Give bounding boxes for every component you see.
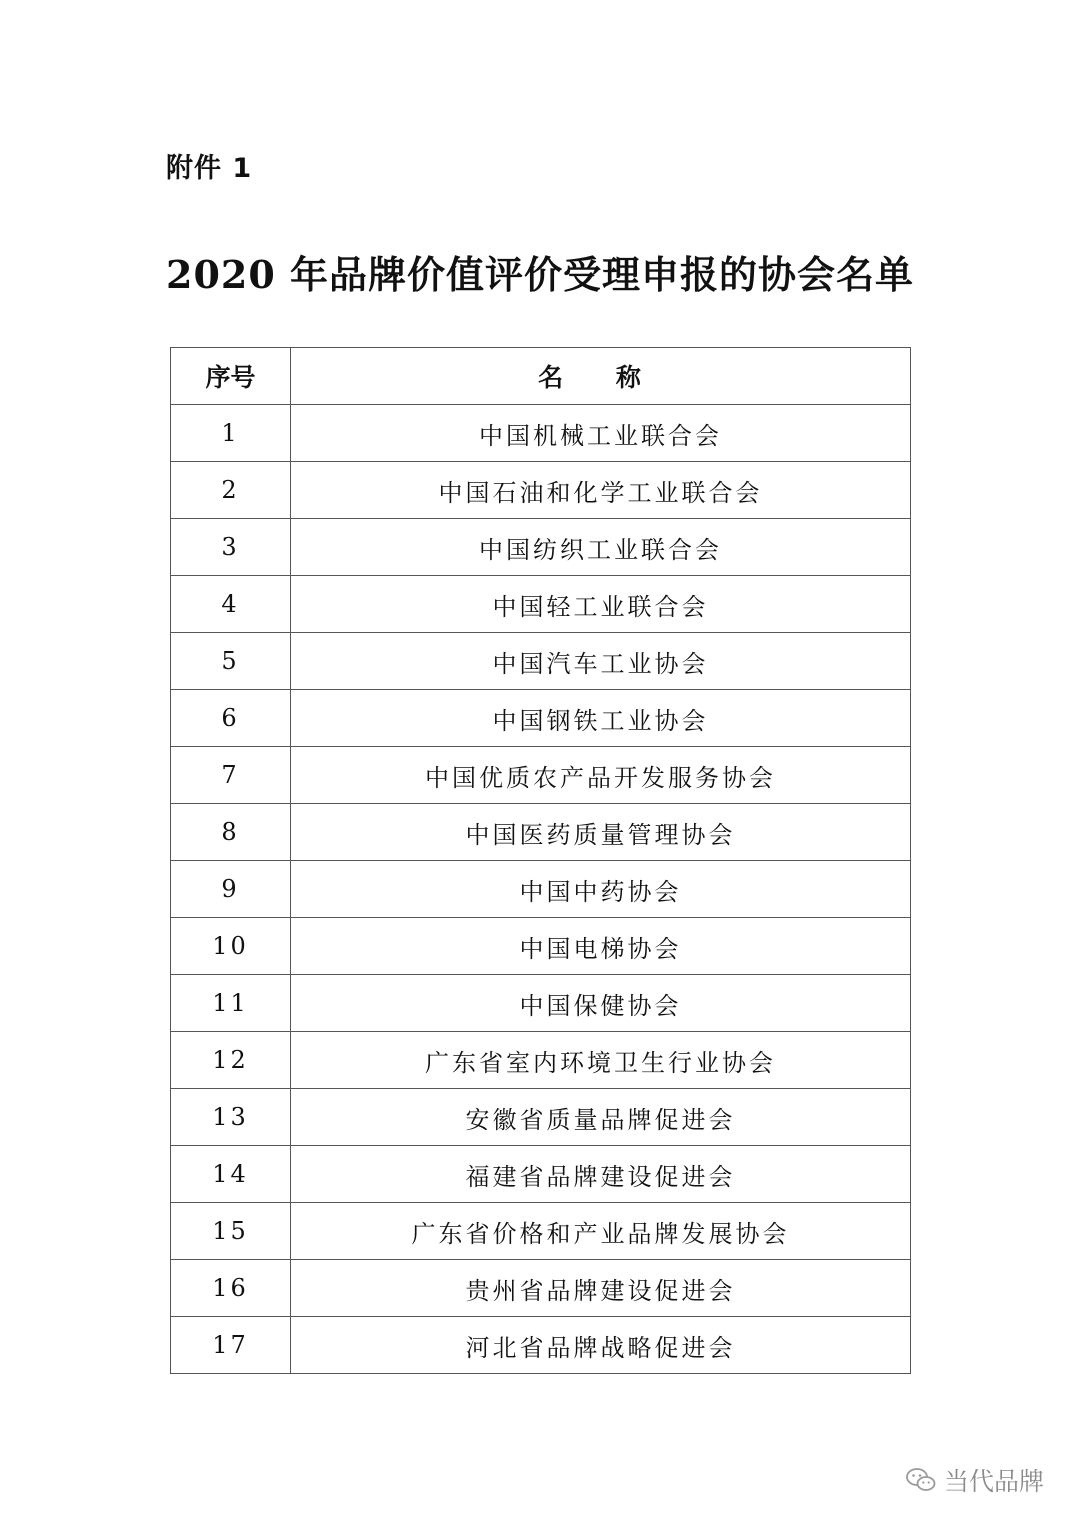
row-serial-number: 3 — [171, 519, 291, 576]
table-row — [171, 405, 911, 462]
row-association-name: 中国中药协会 — [291, 861, 911, 918]
row-serial-number: 7 — [171, 747, 291, 804]
table-row — [171, 804, 911, 861]
header-serial-number: 序号 — [171, 348, 291, 405]
row-association-name: 中国电梯协会 — [291, 918, 911, 975]
row-association-name: 贵州省品牌建设促进会 — [291, 1260, 911, 1317]
row-association-name: 中国保健协会 — [291, 975, 911, 1032]
row-serial-number: 9 — [171, 861, 291, 918]
header-name: 名 称 — [291, 348, 911, 405]
table-row — [171, 1089, 911, 1146]
table-row — [171, 690, 911, 747]
row-serial-number: 12 — [171, 1032, 291, 1089]
watermark-text: 当代品牌 — [943, 1467, 1044, 1496]
table-header-row — [171, 348, 911, 405]
table-row — [171, 519, 911, 576]
row-association-name: 中国钢铁工业协会 — [291, 690, 911, 747]
row-serial-number: 2 — [171, 462, 291, 519]
row-association-name: 中国优质农产品开发服务协会 — [291, 747, 911, 804]
wechat-icon — [906, 1467, 936, 1493]
row-serial-number: 15 — [171, 1203, 291, 1260]
document-title: 2020 年品牌价值评价受理申报的协会名单 — [166, 252, 914, 297]
row-serial-number: 10 — [171, 918, 291, 975]
row-association-name: 中国机械工业联合会 — [291, 405, 911, 462]
row-serial-number: 16 — [171, 1260, 291, 1317]
table-row — [171, 918, 911, 975]
table-row — [171, 1032, 911, 1089]
table-row — [171, 576, 911, 633]
row-association-name: 广东省价格和产业品牌发展协会 — [291, 1203, 911, 1260]
row-association-name: 中国医药质量管理协会 — [291, 804, 911, 861]
association-table — [170, 347, 911, 1374]
table-row — [171, 1203, 911, 1260]
row-association-name: 中国石油和化学工业联合会 — [291, 462, 911, 519]
table-row — [171, 747, 911, 804]
attachment-label: 附件 1 — [166, 153, 253, 184]
row-association-name: 安徽省质量品牌促进会 — [291, 1089, 911, 1146]
row-serial-number: 14 — [171, 1146, 291, 1203]
row-serial-number: 1 — [171, 405, 291, 462]
row-serial-number: 4 — [171, 576, 291, 633]
row-serial-number: 11 — [171, 975, 291, 1032]
row-serial-number: 17 — [171, 1317, 291, 1374]
watermark — [906, 1462, 1044, 1498]
row-serial-number: 5 — [171, 633, 291, 690]
table-row — [171, 975, 911, 1032]
row-association-name: 广东省室内环境卫生行业协会 — [291, 1032, 911, 1089]
row-serial-number: 8 — [171, 804, 291, 861]
table-row — [171, 1317, 911, 1374]
row-association-name: 中国轻工业联合会 — [291, 576, 911, 633]
row-association-name: 中国纺织工业联合会 — [291, 519, 911, 576]
table-row — [171, 1260, 911, 1317]
table-row — [171, 462, 911, 519]
row-serial-number: 13 — [171, 1089, 291, 1146]
row-serial-number: 6 — [171, 690, 291, 747]
row-association-name: 河北省品牌战略促进会 — [291, 1317, 911, 1374]
table-row — [171, 861, 911, 918]
row-association-name: 福建省品牌建设促进会 — [291, 1146, 911, 1203]
table-row — [171, 1146, 911, 1203]
table-body — [171, 405, 911, 1374]
row-association-name: 中国汽车工业协会 — [291, 633, 911, 690]
table-row — [171, 633, 911, 690]
